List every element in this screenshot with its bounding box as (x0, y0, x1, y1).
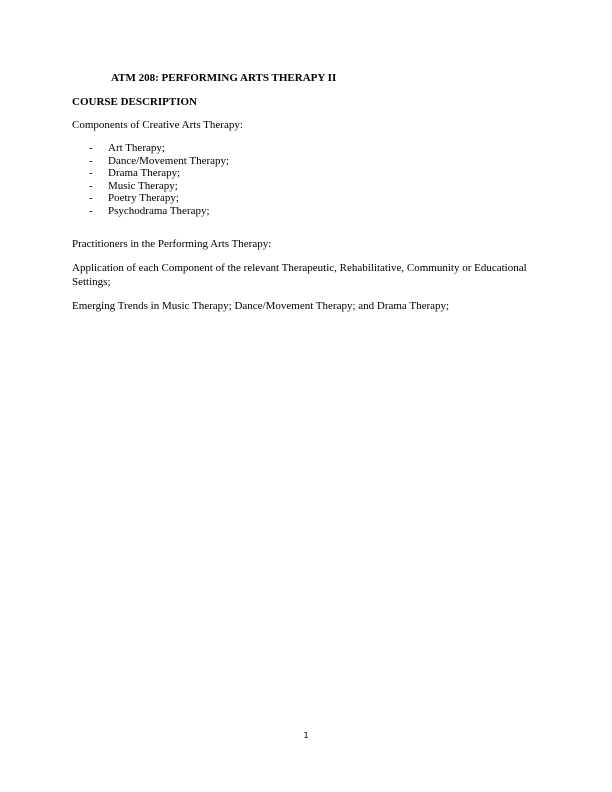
list-item (89, 167, 229, 180)
list-item (89, 180, 229, 193)
practitioners-paragraph: Practitioners in the Performing Arts Therapy: (72, 238, 272, 250)
bullet-dash: - (89, 179, 93, 192)
list-item (89, 155, 229, 168)
course-title: ATM 208: PERFORMING ARTS THERAPY II (111, 72, 337, 84)
list-item (89, 192, 229, 205)
bullet-dash: - (89, 154, 93, 167)
application-paragraph: Application of each Component of the relevant Therapeutic, Rehabilitative, Community or Educational Settings; (72, 262, 527, 288)
components-intro: Components of Creative Arts Therapy: (72, 119, 243, 131)
list-item-label: Poetry Therapy; (108, 192, 179, 205)
section-heading: COURSE DESCRIPTION (72, 96, 197, 108)
list-item-label: Art Therapy; (108, 142, 165, 154)
list-item-label: Music Therapy; (108, 179, 178, 192)
bullet-dash: - (89, 204, 93, 217)
emerging-trends-paragraph: Emerging Trends in Music Therapy; Dance/Movement Therapy; and Drama Therapy; (72, 300, 450, 312)
page-number: 1 (303, 731, 309, 740)
list-item (89, 205, 229, 218)
list-item (89, 142, 229, 155)
bullet-dash: - (89, 167, 93, 180)
bullet-dash: - (89, 142, 93, 154)
components-list (89, 142, 229, 218)
list-item-label: Drama Therapy; (108, 167, 181, 180)
list-item-label: Dance/Movement Therapy; (108, 154, 230, 167)
list-item-label: Psychodrama Therapy; (108, 204, 210, 217)
bullet-dash: - (89, 192, 93, 205)
